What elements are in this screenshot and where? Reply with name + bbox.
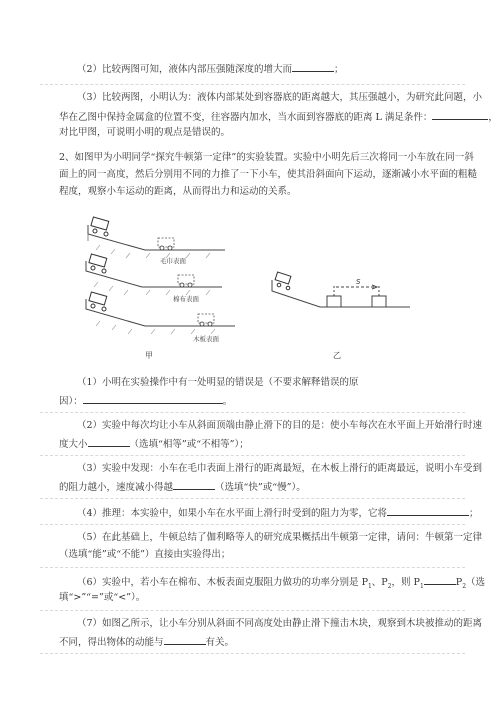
answer-blank[interactable] [292,62,334,72]
separator [40,567,465,568]
q2-part5-line1: （5）在此基础上，牛顿总结了伽利略等人的研究成果概括出牛顿第一定律，请问：牛顿第一定律 [77,532,483,543]
q2-part3-line1: （3）实验中发现：小车在毛巾表面上滑行的距离最短，在木板上滑行的距离最远，说明小车受到 [77,463,483,474]
answer-blank[interactable] [387,506,469,516]
q2-part2-line1: （2）实验中每次均让小车从斜面顶端由静止滑下的目的是：使小车每次在水平面上开始滑行时速 [77,420,483,431]
q2-part7-line2: 不同，得出物体的动能与 有关。 [59,637,235,648]
answer-blank[interactable] [432,110,488,120]
answer-blank[interactable] [424,575,456,585]
label-towel: 毛巾表面 [160,257,186,265]
cart-icon [275,272,291,290]
caption-a: 甲 [145,351,153,360]
q2-part6-line1: （6）实验中，若小车在棉布、木板表面克服阻力做功的功率分别是 $P_1$、$P_2$，则 $P_1$ $P_2$（选 [77,577,486,590]
label-wood: 木板表面 [193,335,219,343]
experiment-figure [0,205,500,365]
q2-intro-line2: 面上的同一高度，然后分别用不同的力推了一下小车，使其沿斜面向下运动，逐渐减小水平面的粗糙 [59,169,478,180]
q2-part6-line2: 填“>”“=”或“<”）。 [59,592,146,603]
q1-part3-line3: 对比甲图，可说明小明的观点是错误的。 [59,127,231,138]
separator [40,498,465,499]
q2-intro-line3: 程度，观察小车运动的距离，从而得出力和运动的关系。 [59,186,297,197]
separator [40,412,465,413]
answer-blank[interactable] [83,394,223,404]
q2-part5-line2: （选填“能”或“不能”）直接由实验得出； [59,549,231,560]
label-s: S [356,278,361,286]
q2-intro-line1: 2、如图甲为小明同学“探究牛顿第一定律”的实验装置。实验中小明先后三次将同一小车放在同一斜 [59,152,474,163]
separator [40,455,465,456]
label-cotton: 棉布表面 [173,295,199,303]
separator [40,653,465,654]
caption-b: 乙 [333,351,341,360]
q2-part1-line2: 因）： 。 [59,396,233,407]
separator [40,524,465,525]
q1-part3-line1: （3）比较两图，小明认为：液体内部某处到容器底的距离越大，其压强越小，为研究此问题，小 [77,92,483,103]
separator [40,610,465,611]
answer-blank[interactable] [173,480,215,490]
q2-part7-line1: （7）如图乙所示，让小车分别从斜面不同高度处由静止滑下撞击木块，观察到木块被推动的距离 [77,618,483,629]
cart-icon [89,217,109,311]
q1-part2: （2）比较两图可知，液体内部压强随深度的增大而 ； [77,64,344,75]
answer-blank[interactable] [88,437,130,447]
q2-part2-line2: 度大小 （选填“相等”或“不相等”）； [59,439,249,450]
answer-blank[interactable] [164,635,206,645]
q1-part3-line2: 华在乙图中保持金属盒的位置不变，往容器内加水，当水面到容器底的距离 L 满足条件： ， [59,112,498,123]
q2-part3-line2: 的阻力越小，速度减小得越 （选填“快”或“慢”）。 [59,482,306,493]
q2-part1-line1: （1）小明在实验操作中有一处明显的错误是（不要求解释错误的原 [77,377,359,388]
q2-part4: （4）推理：本实验中，如果小车在水平面上滑行时受到的阻力为零，它将 ； [77,508,479,519]
separator [40,84,465,85]
